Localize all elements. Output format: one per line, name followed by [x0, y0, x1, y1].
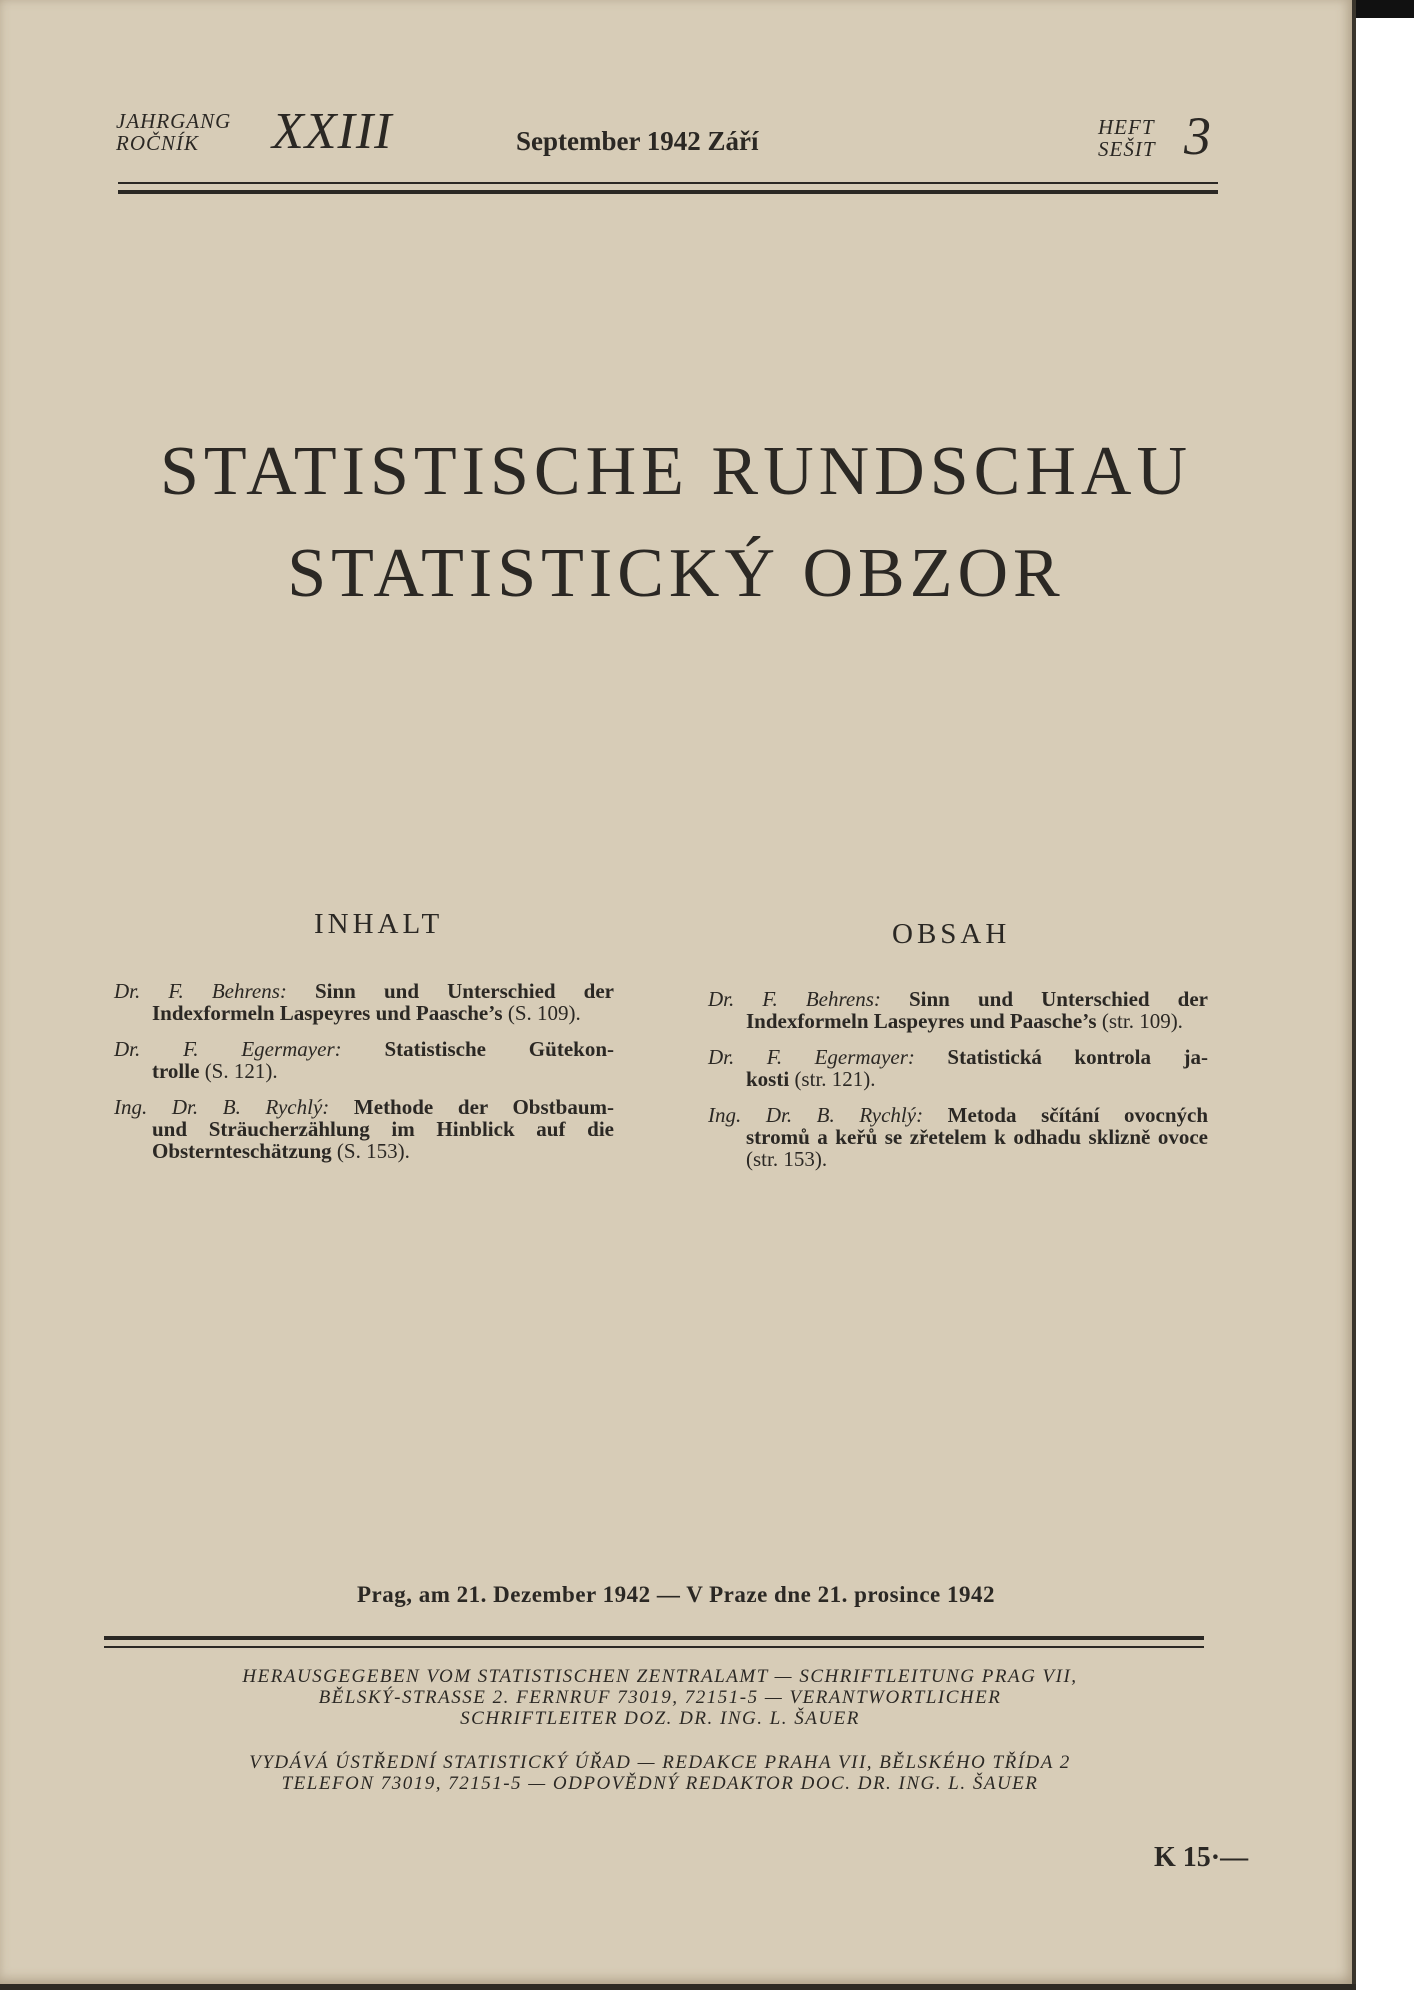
issue-date: September 1942 Září: [516, 126, 759, 156]
price: K 15·—: [1154, 1842, 1249, 1873]
toc-author: Ing. Dr. B. Rychlý:: [708, 1103, 924, 1127]
toc-page-ref: (S. 153).: [336, 1139, 410, 1163]
toc-author: Dr. F. Egermayer:: [708, 1045, 915, 1069]
volume-number: XXIII: [272, 103, 393, 160]
toc-title-cont: kosti: [746, 1067, 790, 1091]
toc-page-ref: (str. 109).: [1101, 1009, 1183, 1033]
imprint-cs: [100, 1752, 1220, 1794]
toc-entry: [114, 980, 614, 1024]
toc-author: Dr. F. Behrens:: [114, 979, 287, 1003]
issue-labels: [1098, 116, 1156, 160]
toc-entry: [114, 1038, 614, 1082]
toc-entry: [708, 988, 1208, 1032]
imprint-de: [100, 1666, 1220, 1729]
toc-title: Sinn und Unterschied der: [314, 979, 615, 1003]
toc-author: Ing. Dr. B. Rychlý:: [114, 1095, 330, 1119]
imprint-line: SCHRIFTLEITER DOZ. DR. ING. L. ŠAUER: [460, 1708, 860, 1729]
imprint-line: HERAUSGEGEBEN VOM STATISTISCHEN ZENTRALAMT — SCHRIFTLEITUNG PRAG VII,: [242, 1666, 1078, 1687]
issue-label-de: HEFT: [1098, 115, 1155, 139]
footer-rule-thick: [104, 1636, 1204, 1640]
toc-title: Methode der Obstbaum-: [353, 1095, 614, 1119]
toc-title-cont: trolle: [152, 1059, 200, 1083]
imprint-line: BĚLSKÝ-STRASSE 2. FERNRUF 73019, 72151-5 — VERANTWORTLICHER: [318, 1687, 1002, 1708]
toc-title: Statistická kontrola ja-: [947, 1045, 1208, 1069]
toc-entry: [114, 1096, 614, 1162]
toc-page-ref: (S. 121).: [204, 1059, 278, 1083]
toc-title-cont: und Sträucherzählung im Hinblick auf die Obsternteschätzung: [152, 1117, 614, 1163]
toc-title: Statistische Gütekon-: [384, 1037, 614, 1061]
publication-date: Prag, am 21. Dezember 1942 — V Praze dne 21. prosince 1942: [357, 1582, 995, 1607]
title-german: STATISTISCHE RUNDSCHAU: [160, 433, 1192, 510]
title-czech: STATISTICKÝ OBZOR: [287, 535, 1065, 612]
toc-entry: [708, 1046, 1208, 1090]
page-bottom-edge: [0, 1984, 1356, 1990]
toc-page-ref: (str. 121).: [794, 1067, 876, 1091]
contents-list-de: [114, 980, 614, 1176]
toc-title: Metoda sčítání ovocných: [947, 1103, 1208, 1127]
volume-label-de: JAHRGANG: [116, 109, 232, 133]
toc-title-cont: Indexformeln Laspeyres und Paasche’s: [746, 1009, 1097, 1033]
volume-label-cs: ROČNÍK: [116, 131, 200, 155]
toc-title-cont: Indexformeln Laspeyres und Paasche’s: [152, 1001, 503, 1025]
scan-corner: [1356, 0, 1414, 18]
imprint-line: TELEFON 73019, 72151-5 — ODPOVĚDNÝ REDAKTOR DOC. DR. ING. L. ŠAUER: [281, 1773, 1039, 1794]
contents-heading-de: INHALT: [314, 908, 444, 940]
toc-page-ref: (S. 109).: [507, 1001, 581, 1025]
issue-number: 3: [1184, 106, 1211, 166]
volume-labels: [116, 110, 231, 154]
issue-label-cs: SEŠIT: [1098, 137, 1156, 161]
header-rule-thin: [118, 182, 1218, 184]
contents-heading-cs: OBSAH: [892, 918, 1011, 950]
toc-entry: [708, 1104, 1208, 1170]
toc-title: Sinn und Unterschied der: [908, 987, 1209, 1011]
footer-rule-thin: [104, 1646, 1204, 1648]
page-edge: [1352, 0, 1356, 1984]
toc-author: Dr. F. Behrens:: [708, 987, 881, 1011]
imprint-line: VYDÁVÁ ÚSTŘEDNÍ STATISTICKÝ ÚŘAD — REDAKCE PRAHA VII, BĚLSKÉHO TŘÍDA 2: [249, 1752, 1071, 1773]
toc-author: Dr. F. Egermayer:: [114, 1037, 342, 1061]
header-rule-thick: [118, 190, 1218, 194]
toc-title-cont: stromů a keřů se zřetelem k odhadu sklizně ovoce: [746, 1125, 1208, 1149]
contents-list-cs: [708, 988, 1208, 1184]
toc-page-ref: (str. 153).: [746, 1147, 828, 1171]
